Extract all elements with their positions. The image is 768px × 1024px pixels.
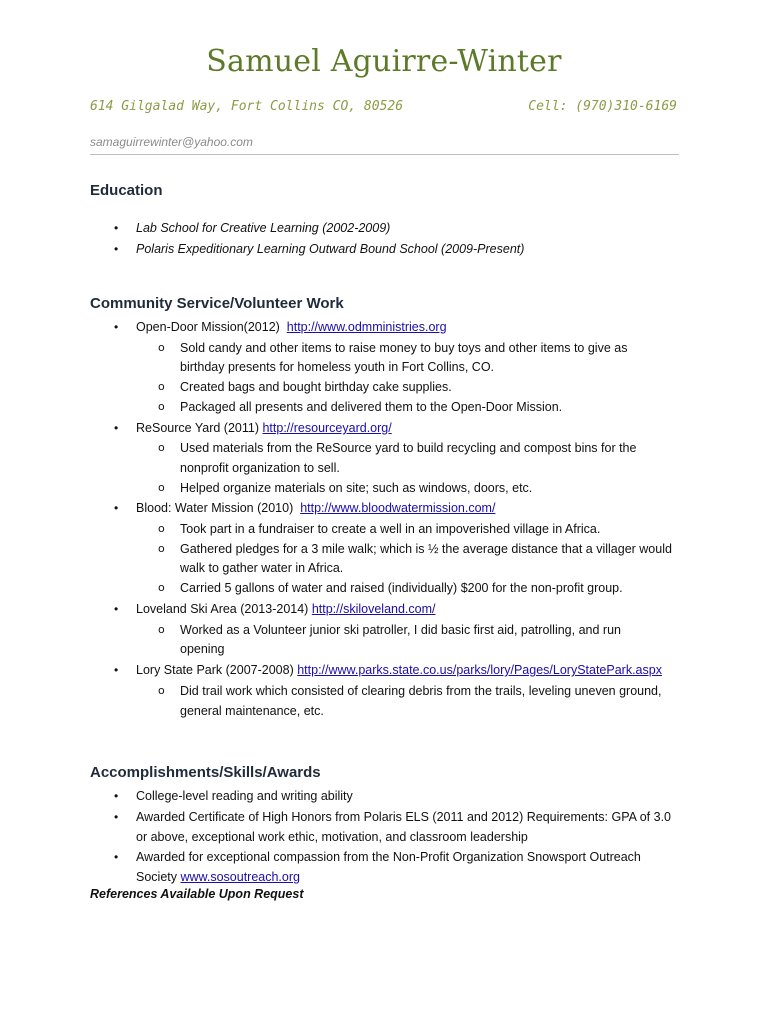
sub-bullet: o: [158, 481, 165, 494]
list-item: [136, 660, 662, 680]
sub-item: Did trail work which consisted of clearing debris from the trails, leveling uneven ground,: [180, 684, 662, 698]
sub-item: Used materials from the ReSource yard to build recycling and compost bins for the: [180, 441, 637, 455]
phone: Cell: (970)310-6169: [528, 99, 677, 114]
bullet: •: [114, 602, 119, 616]
community-heading: Community Service/Volunteer Work: [90, 295, 344, 312]
education-item: Polaris Expeditionary Learning Outward Bound School (2009-Present): [136, 242, 525, 256]
email: samaguirrewinter@yahoo.com: [90, 135, 253, 149]
bullet: •: [114, 242, 119, 256]
sub-bullet: o: [158, 341, 165, 354]
list-item: [136, 498, 495, 518]
entry-label: Open-Door Mission(2012): [136, 320, 280, 334]
entry-link[interactable]: http://skiloveland.com/: [311, 602, 436, 616]
accomplishment-item: Awarded for exceptional compassion from the Non-Profit Organization Snowsport Outreach: [136, 850, 641, 864]
address: 614 Gilgalad Way, Fort Collins CO, 80526: [90, 99, 404, 114]
bullet: •: [114, 850, 119, 864]
header-divider: [90, 154, 679, 155]
sub-bullet: o: [158, 684, 165, 697]
entry-label: ReSource Yard (2011): [136, 421, 259, 435]
sub-bullet: o: [158, 441, 165, 454]
sub-item: Gathered pledges for a 3 mile walk; which is ½ the average distance that a villager would: [180, 542, 672, 556]
sub-bullet: o: [158, 522, 165, 535]
sub-item: birthday presents for homeless youth in Fort Collins, CO.: [180, 360, 495, 374]
bullet: •: [114, 810, 119, 824]
sub-item: Carried 5 gallons of water and raised (individually) $200 for the non-profit group.: [180, 581, 623, 595]
sub-bullet: o: [158, 400, 165, 413]
accomplishment-item: College-level reading and writing ability: [136, 789, 353, 803]
entry-label: Blood: Water Mission (2010): [136, 501, 294, 515]
references-note: References Available Upon Request: [90, 887, 304, 901]
accomplishment-item: or above, exceptional work ethic, motivation, and classroom leadership: [136, 830, 528, 844]
sub-bullet: o: [158, 623, 165, 636]
entry-link[interactable]: http://www.bloodwatermission.com/: [300, 501, 496, 515]
sub-item: Created bags and bought birthday cake supplies.: [180, 380, 452, 394]
list-item: [136, 599, 436, 619]
sub-bullet: o: [158, 542, 165, 555]
entry-link[interactable]: http://resourceyard.org/: [262, 421, 392, 435]
bullet: •: [114, 501, 119, 515]
bullet: •: [114, 320, 119, 334]
list-item: [136, 317, 447, 337]
sub-item: walk to gather water in Africa.: [180, 561, 344, 575]
sosoutreach-link[interactable]: www.sosoutreach.org: [180, 870, 300, 884]
accomplishments-heading: Accomplishments/Skills/Awards: [90, 764, 321, 781]
bullet: •: [114, 663, 119, 677]
entry-link[interactable]: http://www.parks.state.co.us/parks/lory/Pages/LoryStatePark.aspx: [297, 663, 662, 677]
bullet: •: [114, 789, 119, 803]
bullet: •: [114, 221, 119, 235]
sub-bullet: o: [158, 380, 165, 393]
page-title: Samuel Aguirre-Winter: [206, 44, 562, 79]
education-heading: Education: [90, 182, 163, 199]
sub-bullet: o: [158, 581, 165, 594]
sub-item: Helped organize materials on site; such as windows, doors, etc.: [180, 481, 533, 495]
bullet: •: [114, 421, 119, 435]
sub-item: Took part in a fundraiser to create a well in an impoverished village in Africa.: [180, 522, 601, 536]
accomplishment-text: Society: [136, 870, 181, 884]
sub-item: nonprofit organization to sell.: [180, 461, 340, 475]
sub-item: Worked as a Volunteer junior ski patroller, I did basic first aid, patrolling, and run: [180, 623, 621, 637]
entry-link[interactable]: http://www.odmministries.org: [286, 320, 447, 334]
education-item: Lab School for Creative Learning (2002-2009): [136, 221, 391, 235]
sub-item: general maintenance, etc.: [180, 704, 324, 718]
sub-item: Packaged all presents and delivered them to the Open-Door Mission.: [180, 400, 563, 414]
list-item: [136, 418, 392, 438]
sub-item: opening: [180, 642, 225, 656]
entry-label: Loveland Ski Area (2013-2014): [136, 602, 309, 616]
sub-item: Sold candy and other items to raise money to buy toys and other items to give as: [180, 341, 628, 355]
accomplishment-item: [136, 867, 300, 887]
accomplishment-item: Awarded Certificate of High Honors from Polaris ELS (2011 and 2012) Requirements: GPA of 3.0: [136, 810, 671, 824]
entry-label: Lory State Park (2007-2008): [136, 663, 294, 677]
